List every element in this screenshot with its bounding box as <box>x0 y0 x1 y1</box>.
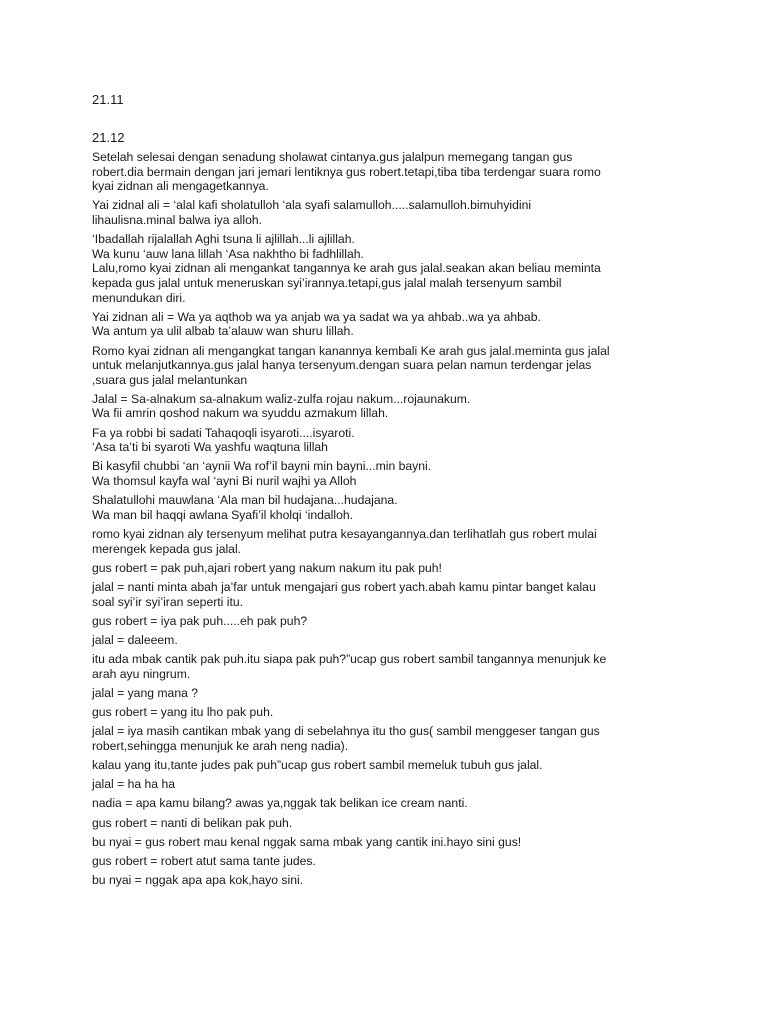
paragraph <box>92 816 732 831</box>
text-line: gus robert = robert atut sama tante judes. <box>92 854 316 868</box>
text-line: gus robert = iya pak puh.....eh pak puh? <box>92 613 308 628</box>
paragraph <box>92 724 732 753</box>
text-line: arah ayu ningrum. <box>92 666 191 681</box>
text-line: jalal = ha ha ha <box>92 777 176 792</box>
text-line: soal syi’ir syi’iran seperti itu. <box>92 594 244 609</box>
paragraph <box>92 652 732 681</box>
paragraph <box>92 310 732 339</box>
paragraph <box>92 198 732 227</box>
paragraph <box>92 459 732 488</box>
text-line: Setelah selesai dengan senadung sholawat cintanya.gus jalalpun memegang tangan gus <box>92 150 573 164</box>
text-line: Shalatullohi mauwlana ‘Ala man bil hudajana...hudajana. <box>92 493 398 508</box>
paragraph <box>92 580 732 609</box>
text-line: ‘Asa ta’ti bi syaroti Wa yashfu waqtuna lillah <box>92 440 328 455</box>
paragraph <box>92 150 732 194</box>
text-line: Wa thomsul kayfa wal ‘ayni Bi nuril wajhi ya Alloh <box>92 474 357 489</box>
text-line: robert.dia bermain dengan jari jemari lentiknya gus robert.tetapi,tiba tiba terdengar suara romo <box>92 164 601 179</box>
text-line: ‘Ibadallah rijalallah Aghi tsuna li ajlillah...li ajlillah. <box>92 232 355 247</box>
text-line: ,suara gus jalal melantunkan <box>92 372 248 387</box>
document-page <box>92 92 732 892</box>
text-line: menundukan diri. <box>92 290 186 305</box>
text-line: robert,sehingga menunjuk ke arah neng nadia). <box>92 738 349 753</box>
text-line: Fa ya robbi bi sadati Tahaqoqli isyaroti....isyaroti. <box>92 425 355 440</box>
text-line: Wa antum ya ulil albab ta’alauw wan shuru lillah. <box>92 324 354 339</box>
paragraph <box>92 796 732 811</box>
text-line: nadia = apa kamu bilang? awas ya,nggak tak belikan ice cream nanti. <box>92 796 468 811</box>
section-heading: 21.11 <box>92 92 124 107</box>
paragraph <box>92 633 732 648</box>
text-line: Wa man bil haqqi awlana Syafi’il kholqi ‘indalloh. <box>92 507 354 522</box>
text-line: kyai zidnan ali mengagetkannya. <box>92 179 269 194</box>
text-line: Bi kasyfil chubbi ‘an ‘aynii Wa rof’il bayni min bayni...min bayni. <box>92 459 432 474</box>
text-line: bu nyai = nggak apa apa kok,hayo sini. <box>92 873 304 888</box>
text-line: Wa kunu ‘auw lana lillah ‘Asa nakhtho bi fadhlillah. <box>92 246 364 261</box>
paragraph <box>92 854 732 869</box>
text-line: merengek kepada gus jalal. <box>92 541 242 556</box>
paragraph <box>92 758 732 773</box>
paragraph <box>92 392 732 421</box>
paragraph <box>92 614 732 629</box>
text-line: Jalal = Sa-alnakum sa-alnakum waliz-zulfa rojau nakum...rojaunakum. <box>92 391 471 406</box>
text-line: bu nyai = gus robert mau kenal nggak sama mbak yang cantik ini.hayo sini gus! <box>92 834 522 849</box>
paragraph <box>92 777 732 792</box>
paragraph <box>92 686 732 701</box>
text-line: gus robert = yang itu lho pak puh. <box>92 705 274 720</box>
paragraph <box>92 873 732 888</box>
paragraph <box>92 426 732 455</box>
paragraph <box>92 527 732 556</box>
text-line: lihaulisna.minal balwa iya alloh. <box>92 212 263 227</box>
paragraph <box>92 493 732 522</box>
text-line: Romo kyai zidnan ali mengangkat tangan kanannya kembali Ke arah gus jalal.meminta gus jalal <box>92 343 610 358</box>
text-line: jalal = daleeem. <box>92 632 178 647</box>
text-line: Yai zidnan ali = Wa ya aqthob wa ya anjab wa ya sadat wa ya ahbab..wa ya ahbab. <box>92 309 541 324</box>
paragraph <box>92 344 732 388</box>
section-heading: 21.12 <box>92 130 125 145</box>
paragraph <box>92 232 732 305</box>
text-line: jalal = nanti minta abah ja’far untuk mengajari gus robert yach.abah kamu pintar banget kalau <box>92 579 596 594</box>
text-line: Lalu,romo kyai zidnan ali mengankat tangannya ke arah gus jalal.seakan akan beliau meminta <box>92 261 601 276</box>
paragraph <box>92 561 732 576</box>
story-text <box>92 150 732 888</box>
paragraph <box>92 705 732 720</box>
text-line: jalal = yang mana ? <box>92 685 199 700</box>
text-line: gus robert = nanti di belikan pak puh. <box>92 815 293 830</box>
text-line: untuk melanjutkannya.gus jalal hanya tersenyum.dengan suara pelan namun terdengar jelas <box>92 358 592 373</box>
paragraph <box>92 835 732 850</box>
text-line: Yai zidnal ali = ‘alal kafi sholatulloh ‘ala syafi salamulloh.....salamulloh.bimuhyidini <box>92 198 532 213</box>
text-line: itu ada mbak cantik pak puh.itu siapa pak puh?”ucap gus robert sambil tangannya menunjuk ke <box>92 652 607 667</box>
text-line: jalal = iya masih cantikan mbak yang di sebelahnya itu tho gus( sambil menggeser tangan gus <box>92 724 600 739</box>
text-line: Wa fii amrin qoshod nakum wa syuddu azmakum lillah. <box>92 406 389 421</box>
text-line: gus robert = pak puh,ajari robert yang nakum nakum itu pak puh! <box>92 560 442 575</box>
text-line: kalau yang itu,tante judes pak puh”ucap gus robert sambil memeluk tubuh gus jalal. <box>92 758 543 773</box>
text-line: kepada gus jalal untuk meneruskan syi’irannya.tetapi,gus jalal malah tersenyum sambil <box>92 275 562 290</box>
text-line: romo kyai zidnan aly tersenyum melihat putra kesayangannya.dan terlihatlah gus robert mulai <box>92 527 597 541</box>
